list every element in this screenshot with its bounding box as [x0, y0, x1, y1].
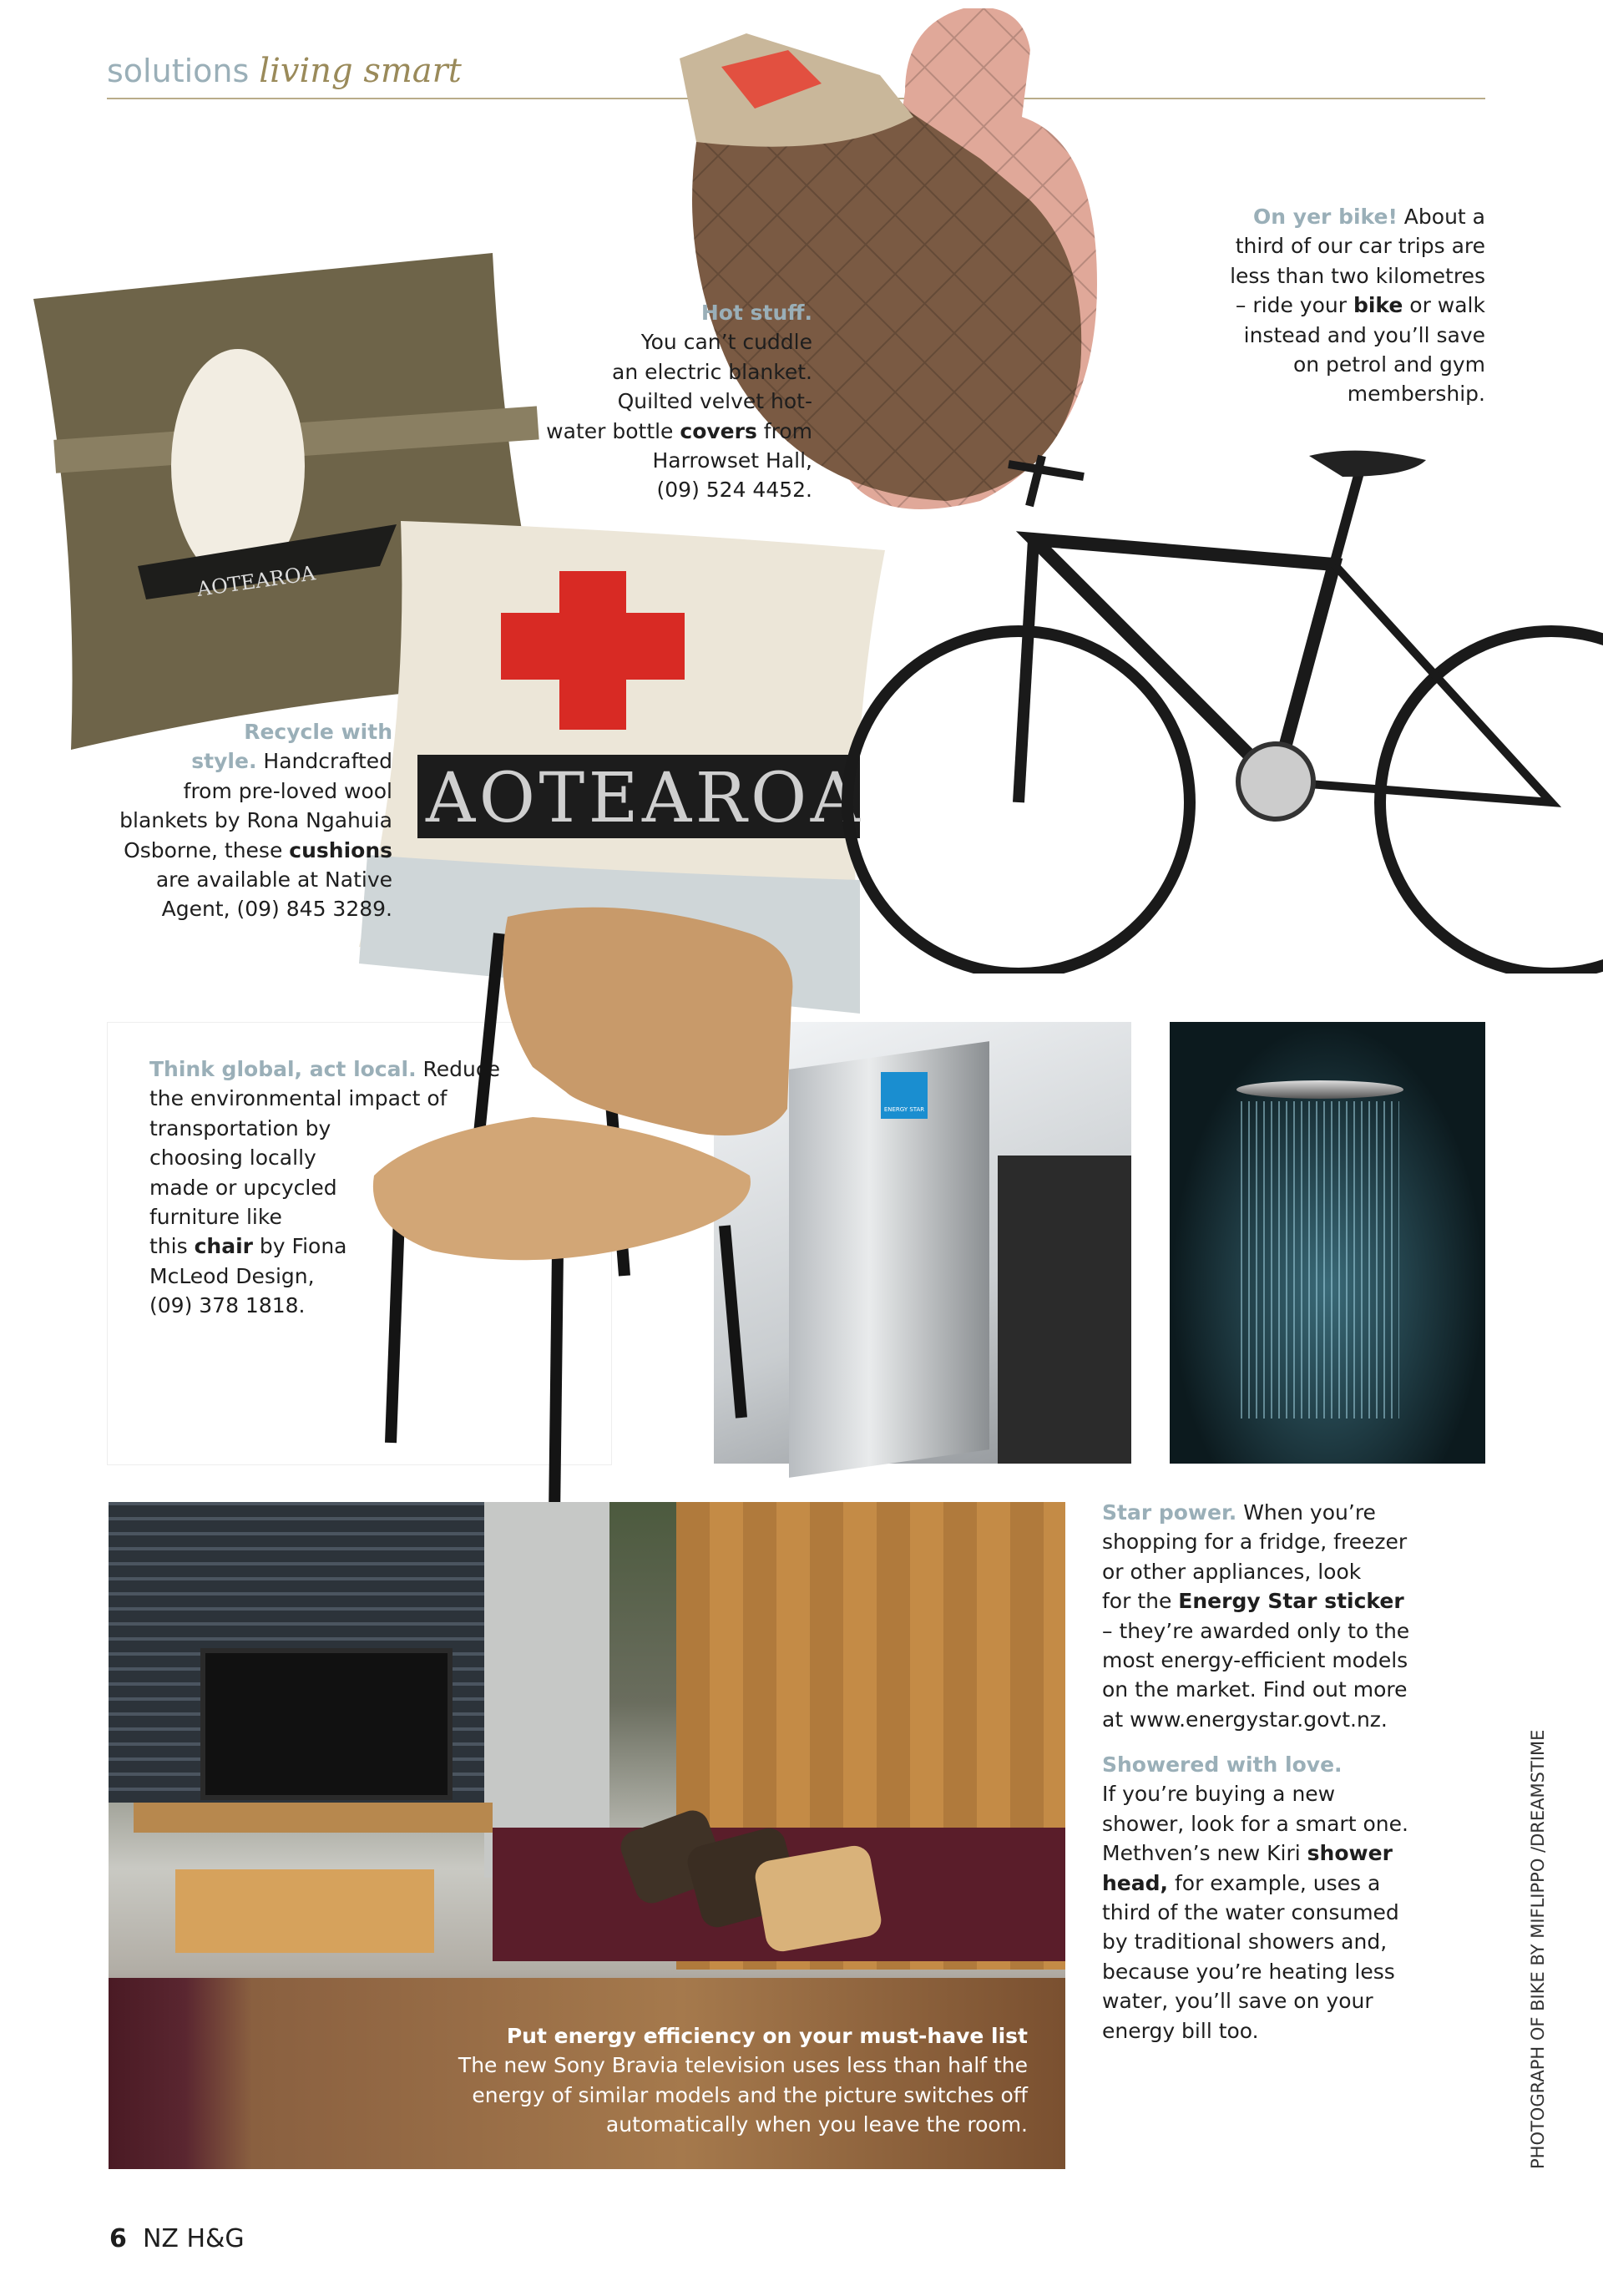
text-line: most energy-efficient models: [1102, 1648, 1408, 1673]
text-line: or walk: [1403, 293, 1485, 318]
text-line: instead and you’ll save: [1243, 322, 1485, 347]
freezer: [998, 1156, 1131, 1464]
text-line: Osborne, these: [124, 837, 290, 862]
text-line: shopping for a fridge, freezer: [1102, 1530, 1408, 1555]
cushion-lettering: AOTEAROA: [195, 561, 317, 601]
text-line: Quilted velvet hot-: [617, 389, 812, 414]
text-line: energy bill too.: [1102, 2018, 1259, 2043]
cushion-lettering: AOTEAROA: [426, 759, 860, 838]
concrete-wall: [484, 1502, 609, 1878]
bicycle-photo: [842, 439, 1603, 974]
recycle-lead: Recycle with: [244, 720, 392, 744]
bold-term: cushions: [289, 837, 392, 862]
text-line: water, you’ll save on your: [1102, 1989, 1373, 2014]
text-line: (09) 378 1818.: [149, 1293, 306, 1318]
bike-lead: On yer bike!: [1253, 205, 1398, 229]
text-line: are available at Native: [155, 867, 392, 893]
text-line: from: [756, 418, 812, 443]
text-line: – they’re awarded only to the: [1102, 1618, 1410, 1643]
text-line: by Fiona: [252, 1234, 347, 1259]
text-line: or other appliances, look: [1102, 1559, 1362, 1584]
section-label: solutions: [107, 53, 250, 89]
shower-blurb: [1102, 1750, 1408, 2046]
text-line: blankets by Rona Ngahuia: [119, 808, 392, 833]
text-line: McLeod Design,: [149, 1263, 315, 1288]
text-line: Methven’s new Kiri: [1102, 1841, 1307, 1866]
caption-title: Put energy efficiency on your must-have list: [506, 2024, 1028, 2048]
magazine-name: NZ H&G: [142, 2224, 245, 2253]
star-lead: Star power.: [1102, 1500, 1237, 1525]
chair-photo: [366, 900, 808, 1593]
text-line: from pre-loved wool: [183, 778, 392, 803]
text-line: on the market. Find out more: [1102, 1677, 1408, 1702]
photo-credit: PHOTOGRAPH OF BIKE BY MIFLIPPO /DREAMSTIME: [1528, 1729, 1548, 2169]
text-line: Agent, (09) 845 3289.: [161, 897, 392, 922]
recycle-lead: style.: [191, 749, 257, 774]
bold-term: Energy Star sticker: [1178, 1589, 1404, 1614]
page-number: 6: [109, 2224, 127, 2253]
text-line: automatically when you leave the room.: [605, 2112, 1028, 2137]
text-line: When you’re: [1236, 1500, 1376, 1525]
text-line: an electric blanket.: [612, 359, 812, 384]
text-line: About a: [1397, 205, 1485, 229]
shower-lead: Showered with love.: [1102, 1752, 1343, 1777]
text-line: You can’t cuddle: [640, 330, 812, 355]
bike-blurb: [1230, 202, 1485, 409]
text-line: water bottle: [546, 418, 680, 443]
text-line: transportation by: [149, 1115, 331, 1140]
text-line: membership.: [1347, 382, 1485, 407]
text-line: third of our car trips are: [1235, 234, 1485, 259]
television: [200, 1648, 453, 1800]
text-line: made or upcycled: [149, 1175, 337, 1200]
bold-term: bike: [1353, 293, 1403, 318]
section-header: [107, 52, 462, 90]
think-lead: Think global, act local.: [149, 1057, 417, 1081]
text-line: If you’re buying a new: [1102, 1782, 1336, 1807]
text-line: the environmental impact of: [149, 1086, 448, 1111]
bold-term: chair: [194, 1234, 253, 1259]
text-line: by traditional showers and,: [1102, 1929, 1388, 1955]
text-line: for the: [1102, 1589, 1179, 1614]
text-line: furniture like: [149, 1205, 282, 1230]
shower-photo: [1170, 1022, 1485, 1464]
photo-caption: [458, 2021, 1028, 2140]
text-line: at www.energystar.govt.nz.: [1102, 1707, 1388, 1732]
shower-head: [1236, 1080, 1403, 1099]
text-line: choosing locally: [149, 1145, 316, 1171]
coffee-table: [175, 1869, 434, 1953]
water-spray: [1241, 1101, 1399, 1419]
text-line: for example, uses a: [1168, 1870, 1381, 1895]
text-line: – ride your: [1235, 293, 1353, 318]
text-line: Harrowset Hall,: [652, 448, 812, 473]
page-footer: [109, 2224, 245, 2253]
text-line: less than two kilometres: [1230, 263, 1485, 288]
text-line: (09) 524 4452.: [656, 478, 812, 503]
text-line: Handcrafted: [256, 749, 392, 774]
text-line: on petrol and gym: [1292, 352, 1485, 377]
tv-stand: [134, 1803, 493, 1833]
bold-term: shower: [1307, 1841, 1393, 1866]
text-line: this: [149, 1234, 195, 1259]
hot-stuff-lead: Hot stuff.: [700, 301, 812, 325]
star-power-blurb: [1102, 1498, 1409, 1734]
bold-term: head,: [1102, 1870, 1169, 1895]
text-line: third of the water consumed: [1102, 1900, 1399, 1925]
text-line: shower, look for a smart one.: [1102, 1811, 1408, 1836]
energy-star-sticker: ENERGY STAR: [881, 1072, 928, 1119]
section-title: living smart: [259, 52, 462, 90]
text-line: energy of similar models and the picture switches off: [472, 2082, 1028, 2107]
text-line: because you’re heating less: [1102, 1959, 1395, 1984]
hot-stuff-blurb: [546, 298, 812, 505]
text-line: The new Sony Bravia television uses less than half the: [458, 2053, 1028, 2078]
recycle-blurb: [119, 717, 392, 924]
bold-term: covers: [680, 418, 757, 443]
text-line: Reduce: [416, 1057, 500, 1081]
